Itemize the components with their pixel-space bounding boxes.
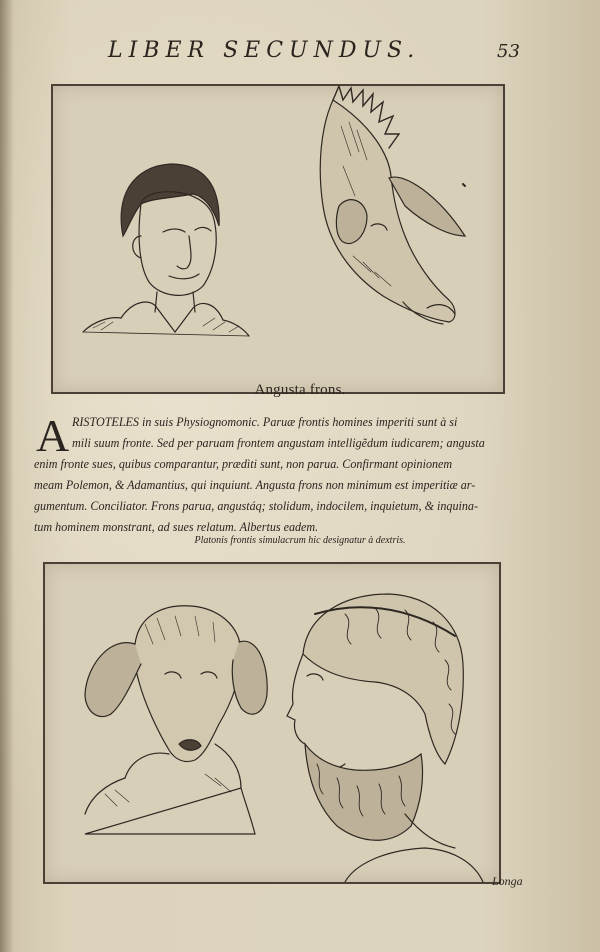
dog-head bbox=[134, 606, 241, 762]
text-line: gumentum. Conciliator. Frons parua, angustáq; stolidum, indocilem, inquietum, & inquina- bbox=[34, 499, 478, 513]
text-line: enim fronte sues, quibus comparantur, prædìti sunt, non parua. Confirmant opinionem bbox=[34, 457, 453, 471]
body-paragraph bbox=[34, 412, 550, 538]
plate-bottom-side-label: Longa bbox=[492, 874, 523, 888]
dog-chest bbox=[85, 778, 255, 834]
text-line: tum hominem monstrant, ad sues relatum. Albertus eadem. bbox=[34, 520, 319, 534]
page-number: 53 bbox=[497, 41, 520, 62]
dog-ear-left bbox=[85, 643, 141, 717]
plato-beard bbox=[305, 744, 423, 840]
boy-boar-illustration bbox=[53, 86, 503, 392]
boy-face bbox=[139, 192, 216, 296]
engraving-boy-and-boar bbox=[51, 84, 505, 394]
boy-hair bbox=[121, 164, 219, 236]
plato-bust bbox=[345, 848, 483, 882]
running-head bbox=[0, 38, 600, 68]
plato-hair bbox=[303, 594, 463, 764]
dog-ear-right bbox=[232, 641, 267, 714]
running-head-title: LIBER SECUNDUS. bbox=[108, 38, 421, 63]
plate-top-caption: Angusta frons. bbox=[254, 382, 346, 398]
engraving-dog-and-plato bbox=[43, 562, 501, 884]
dog-plato-illustration bbox=[45, 564, 499, 882]
text-line: RISTOTELES in suis Physiognomonic. Paruæ frontis homines imperiti sunt à si bbox=[72, 415, 458, 429]
drop-cap: A bbox=[36, 410, 70, 461]
boy-collar bbox=[121, 302, 223, 332]
plate-bottom-caption: Platonis frontis simulacrum hic designatur à dextris. bbox=[194, 535, 406, 546]
gutter-shadow bbox=[0, 0, 14, 952]
text-line: meam Polemon, & Adamantius, qui inquiunt. Angusta frons non minimum est imperitiæ ar- bbox=[34, 478, 476, 492]
plato-eye bbox=[307, 674, 323, 680]
text-line: mili suum fronte. Sed per paruam frontem angustam intelligẽdum iudicarem; angusta bbox=[72, 436, 485, 450]
